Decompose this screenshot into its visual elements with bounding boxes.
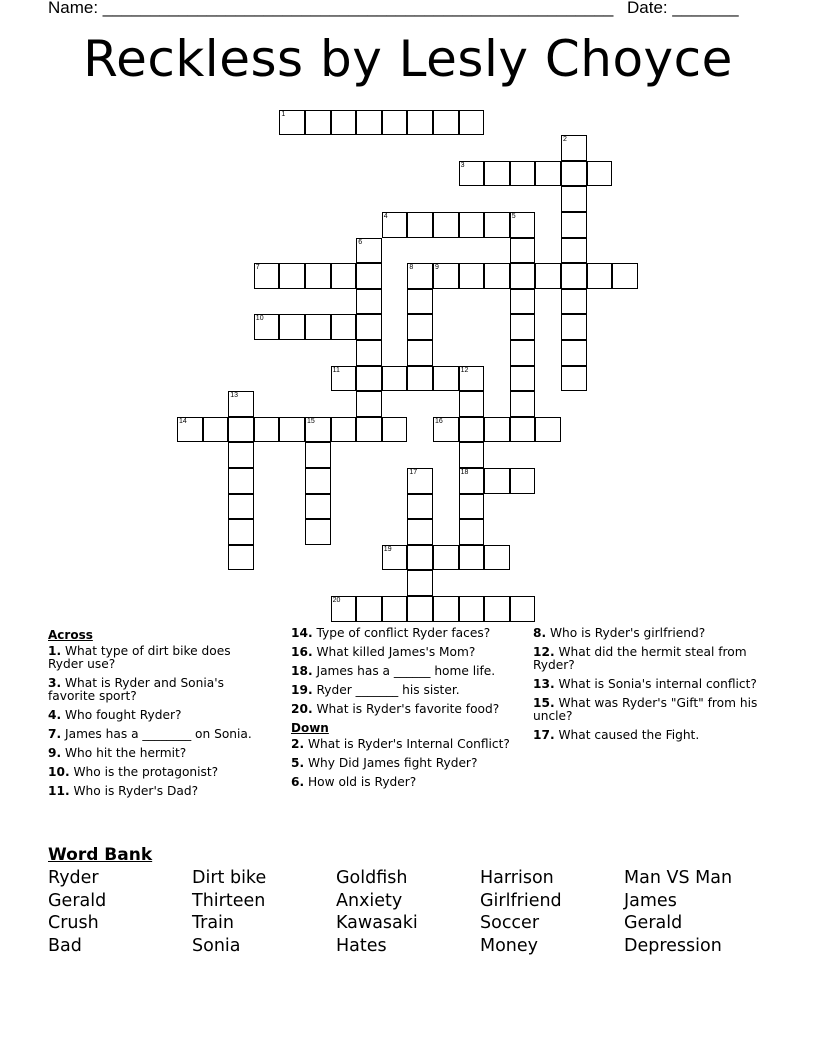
clue-text: Type of conflict Ryder faces? <box>316 626 491 640</box>
crossword-cell[interactable] <box>407 366 433 392</box>
crossword-cell[interactable] <box>459 110 485 136</box>
crossword-cell[interactable] <box>484 596 510 622</box>
crossword-cell[interactable] <box>356 417 382 443</box>
clue-number-label: 14. <box>291 626 313 640</box>
crossword-cell[interactable] <box>407 519 433 545</box>
crossword-cell[interactable] <box>331 263 357 289</box>
crossword-cell[interactable] <box>484 161 510 187</box>
crossword-cell[interactable] <box>459 417 485 443</box>
clue-item <box>291 776 521 789</box>
crossword-cell[interactable] <box>382 545 408 571</box>
crossword-cell[interactable] <box>510 596 536 622</box>
clue-number: 15 <box>307 417 315 425</box>
across-clues-list <box>48 645 263 798</box>
crossword-cell[interactable] <box>305 314 331 340</box>
crossword-cell[interactable] <box>459 391 485 417</box>
clue-number: 1 <box>281 110 286 118</box>
crossword-cell[interactable] <box>561 263 587 289</box>
crossword-cell[interactable] <box>407 314 433 340</box>
clue-item <box>533 627 768 640</box>
word-bank-word: Crush <box>48 913 99 934</box>
crossword-cell[interactable] <box>561 289 587 315</box>
clue-item <box>48 766 263 779</box>
crossword-cell[interactable] <box>612 263 638 289</box>
crossword-cell[interactable] <box>356 391 382 417</box>
clue-text: What is Ryder and Sonia's favorite sport? <box>48 676 224 703</box>
clue-number: 19 <box>383 545 392 553</box>
clue-number: 7 <box>255 264 260 272</box>
crossword-cell[interactable] <box>382 596 408 622</box>
crossword-cell[interactable] <box>305 417 331 443</box>
clue-item <box>533 678 768 691</box>
crossword-cell[interactable] <box>407 340 433 366</box>
crossword-cell[interactable] <box>459 263 485 289</box>
crossword-cell[interactable] <box>433 545 459 571</box>
clue-number-label: 20. <box>291 702 313 716</box>
crossword-cell[interactable] <box>459 519 485 545</box>
crossword-cell[interactable] <box>510 314 536 340</box>
clue-number: 3 <box>460 161 465 169</box>
crossword-cell[interactable] <box>561 135 587 161</box>
crossword-cell[interactable] <box>433 596 459 622</box>
crossword-cell[interactable] <box>305 263 331 289</box>
crossword-cell[interactable] <box>407 570 433 596</box>
clue-number-label: 1. <box>48 644 62 658</box>
crossword-cell[interactable] <box>356 314 382 340</box>
across-clues-list-continued <box>291 627 521 716</box>
clue-text: What was Ryder's "Gift" from his uncle? <box>533 696 758 723</box>
clue-number-label: 5. <box>291 756 305 770</box>
clue-number: 17 <box>409 469 418 476</box>
crossword-cell[interactable] <box>510 366 536 392</box>
crossword-cell[interactable] <box>535 263 561 289</box>
clue-number: 4 <box>383 213 388 220</box>
clue-text: What type of dirt bike does Ryder use? <box>48 644 231 671</box>
crossword-cell[interactable] <box>433 366 459 392</box>
down-heading: Down <box>291 721 329 735</box>
clue-number-label: 13. <box>533 677 555 691</box>
crossword-cell[interactable] <box>331 366 357 392</box>
crossword-cell[interactable] <box>382 212 408 238</box>
clue-item <box>291 646 521 659</box>
clue-number: 20 <box>332 597 341 604</box>
down-clues-list <box>291 738 521 789</box>
clue-number: 16 <box>435 417 443 425</box>
crossword-cell[interactable] <box>356 238 382 264</box>
crossword-cell[interactable] <box>459 161 485 187</box>
crossword-cell[interactable] <box>561 212 587 238</box>
clue-number: 2 <box>563 136 567 144</box>
crossword-cell[interactable] <box>484 417 510 443</box>
crossword-cell[interactable] <box>484 212 510 238</box>
clue-number-label: 10. <box>48 765 70 779</box>
clue-item <box>48 728 263 741</box>
crossword-cell[interactable] <box>407 596 433 622</box>
word-bank-title: Word Bank <box>48 845 153 865</box>
crossword-cell[interactable] <box>407 289 433 315</box>
crossword-cell[interactable] <box>459 468 485 494</box>
crossword-cell[interactable] <box>433 110 459 136</box>
crossword-cell[interactable] <box>510 468 536 494</box>
date-field-label: Date: _______ <box>627 0 739 17</box>
word-bank-word: Soccer <box>480 913 540 934</box>
clue-number-label: 11. <box>48 784 70 798</box>
clue-text: James has a ______ home life. <box>316 664 496 678</box>
crossword-cell[interactable] <box>228 417 254 443</box>
crossword-cell[interactable] <box>459 366 485 392</box>
clue-item <box>291 703 521 716</box>
crossword-cell[interactable] <box>331 110 357 136</box>
clue-item <box>533 697 768 723</box>
crossword-cell[interactable] <box>203 417 229 443</box>
word-bank-word: Kawasaki <box>336 913 418 934</box>
crossword-cell[interactable] <box>382 110 408 136</box>
word-bank-column <box>192 867 266 958</box>
crossword-cell[interactable] <box>459 442 485 468</box>
clue-number-label: 7. <box>48 727 62 741</box>
clue-number: 12 <box>460 366 469 374</box>
crossword-cell[interactable] <box>561 238 587 264</box>
clue-item <box>291 627 521 640</box>
clue-number-label: 2. <box>291 737 305 751</box>
word-bank-word: Depression <box>624 936 722 957</box>
crossword-cell[interactable] <box>587 161 613 187</box>
clue-item <box>533 646 768 672</box>
clue-number-label: 18. <box>291 664 313 678</box>
crossword-cell[interactable] <box>356 366 382 392</box>
crossword-cell[interactable] <box>561 186 587 212</box>
across-heading: Across <box>48 628 93 642</box>
crossword-cell[interactable] <box>510 417 536 443</box>
word-bank-word: Hates <box>336 936 387 957</box>
word-bank-column <box>480 867 562 958</box>
clue-text: Who hit the hermit? <box>65 746 187 760</box>
crossword-cell[interactable] <box>228 494 254 520</box>
word-bank-word: Man VS Man <box>624 868 733 888</box>
crossword-cell[interactable] <box>510 238 536 264</box>
word-bank-column <box>336 867 418 958</box>
clue-item <box>48 785 263 798</box>
crossword-cell[interactable] <box>279 314 305 340</box>
clue-text: Who fought Ryder? <box>65 708 182 722</box>
crossword-cell[interactable] <box>305 442 331 468</box>
crossword-cell[interactable] <box>459 212 485 238</box>
crossword-cell[interactable] <box>356 596 382 622</box>
clue-number-label: 16. <box>291 645 313 659</box>
crossword-cell[interactable] <box>407 110 433 136</box>
word-bank-word: Train <box>192 913 234 934</box>
crossword-cell[interactable] <box>510 340 536 366</box>
clue-number-label: 8. <box>533 626 547 640</box>
crossword-cell[interactable] <box>254 314 280 340</box>
crossword-cell[interactable] <box>407 468 433 494</box>
crossword-cell[interactable] <box>407 212 433 238</box>
word-bank-word: Girlfriend <box>480 890 562 911</box>
clue-number-label: 9. <box>48 746 62 760</box>
clue-number: 10 <box>255 315 264 323</box>
clues-column-3 <box>533 627 768 748</box>
clue-number: 8 <box>409 264 414 272</box>
word-bank-word: Anxiety <box>336 890 403 911</box>
clue-number: 13 <box>230 392 238 400</box>
crossword-cell[interactable] <box>510 212 536 238</box>
clue-number: 14 <box>179 417 187 425</box>
word-bank-word: Harrison <box>480 868 554 888</box>
clue-item <box>48 645 263 671</box>
crossword-cell[interactable] <box>228 391 254 417</box>
crossword-cell[interactable] <box>228 519 254 545</box>
word-bank-word: Goldfish <box>336 868 408 888</box>
clue-number: 6 <box>358 238 363 246</box>
crossword-cell[interactable] <box>331 417 357 443</box>
crossword-cell[interactable] <box>587 263 613 289</box>
clue-text: What killed James's Mom? <box>316 645 476 659</box>
crossword-cell[interactable] <box>484 545 510 571</box>
crossword-cell[interactable] <box>254 263 280 289</box>
crossword-cell[interactable] <box>305 110 331 136</box>
crossword-cell[interactable] <box>407 263 433 289</box>
clues-column-1 <box>48 627 263 804</box>
crossword-cell[interactable] <box>535 417 561 443</box>
clue-number-label: 3. <box>48 676 62 690</box>
clue-text: What did the hermit steal from Ryder? <box>533 645 747 672</box>
crossword-cell[interactable] <box>433 417 459 443</box>
crossword-cell[interactable] <box>510 391 536 417</box>
crossword-cell[interactable] <box>305 494 331 520</box>
crossword-cell[interactable] <box>433 263 459 289</box>
crossword-cell[interactable] <box>356 110 382 136</box>
clue-number: 5 <box>511 213 516 220</box>
crossword-cell[interactable] <box>407 494 433 520</box>
word-bank-word: Money <box>480 936 539 957</box>
word-bank-word: James <box>624 890 677 911</box>
word-bank-word: Ryder <box>48 868 99 888</box>
crossword-cell[interactable] <box>510 289 536 315</box>
clue-item <box>291 738 521 751</box>
clue-text: How old is Ryder? <box>308 775 417 789</box>
crossword-cell[interactable] <box>228 442 254 468</box>
crossword-cell[interactable] <box>561 161 587 187</box>
clue-number-label: 19. <box>291 683 313 697</box>
word-bank-word: Dirt bike <box>192 868 267 888</box>
clue-text: Why Did James fight Ryder? <box>308 756 478 770</box>
crossword-cell[interactable] <box>459 494 485 520</box>
crossword-cell[interactable] <box>331 314 357 340</box>
crossword-cell[interactable] <box>228 468 254 494</box>
clue-item <box>48 677 263 703</box>
crossword-cell[interactable] <box>331 596 357 622</box>
crossword-cell[interactable] <box>177 417 203 443</box>
clue-text: What is Ryder's favorite food? <box>316 702 500 716</box>
crossword-cell[interactable] <box>459 596 485 622</box>
clue-item <box>291 757 521 770</box>
crossword-cell[interactable] <box>561 314 587 340</box>
crossword-cell[interactable] <box>459 545 485 571</box>
clue-number: 18 <box>460 469 469 476</box>
clue-number-label: 4. <box>48 708 62 722</box>
word-bank-word: Gerald <box>48 890 107 911</box>
clue-number-label: 12. <box>533 645 555 659</box>
clue-number: 11 <box>332 366 340 374</box>
crossword-cell[interactable] <box>356 263 382 289</box>
word-bank-word: Gerald <box>624 913 683 934</box>
clue-number-label: 17. <box>533 728 555 742</box>
clue-number: 9 <box>435 264 439 272</box>
clue-text: Ryder _______ his sister. <box>316 683 460 697</box>
crossword-cell[interactable] <box>561 340 587 366</box>
clue-item <box>291 684 521 697</box>
word-bank-word: Sonia <box>192 936 241 957</box>
clue-item <box>48 709 263 722</box>
clue-text: Who is Ryder's Dad? <box>73 784 199 798</box>
crossword-cell[interactable] <box>510 161 536 187</box>
crossword-cell[interactable] <box>535 161 561 187</box>
crossword-cell[interactable] <box>484 468 510 494</box>
crossword-cell[interactable] <box>356 340 382 366</box>
crossword-cell[interactable] <box>382 366 408 392</box>
crossword-cell[interactable] <box>484 263 510 289</box>
clues-column-2 <box>291 627 521 795</box>
crossword-cell[interactable] <box>279 110 305 136</box>
down-clues-list-continued <box>533 627 768 742</box>
crossword-cell[interactable] <box>254 417 280 443</box>
word-bank-column <box>48 867 106 958</box>
crossword-cell[interactable] <box>510 263 536 289</box>
name-field-label: Name: ______________________________________________________ <box>48 0 614 17</box>
crossword-cell[interactable] <box>279 263 305 289</box>
crossword-cell[interactable] <box>356 289 382 315</box>
clue-item <box>48 747 263 760</box>
clue-text: What is Sonia's internal conflict? <box>558 677 757 691</box>
clue-text: James has a ________ on Sonia. <box>65 727 252 741</box>
clue-number-label: 6. <box>291 775 305 789</box>
clue-item <box>533 729 768 742</box>
word-bank-word: Bad <box>48 936 82 957</box>
crossword-cell[interactable] <box>407 545 433 571</box>
clue-number-label: 15. <box>533 696 555 710</box>
crossword-cell[interactable] <box>279 417 305 443</box>
crossword-cell[interactable] <box>561 366 587 392</box>
page-title: Reckless by Lesly Choyce <box>83 30 733 88</box>
crossword-cell[interactable] <box>305 468 331 494</box>
clue-item <box>291 665 521 678</box>
word-bank-word: Thirteen <box>192 890 266 911</box>
clue-text: Who is the protagonist? <box>73 765 219 779</box>
word-bank-column <box>624 867 732 958</box>
clue-text: What is Ryder's Internal Conflict? <box>308 737 510 751</box>
crossword-cell[interactable] <box>433 212 459 238</box>
clue-text: What caused the Fight. <box>558 728 700 742</box>
clue-text: Who is Ryder's girlfriend? <box>550 626 706 640</box>
crossword-cell[interactable] <box>382 417 408 443</box>
crossword-cell[interactable] <box>305 519 331 545</box>
crossword-cell[interactable] <box>228 545 254 571</box>
